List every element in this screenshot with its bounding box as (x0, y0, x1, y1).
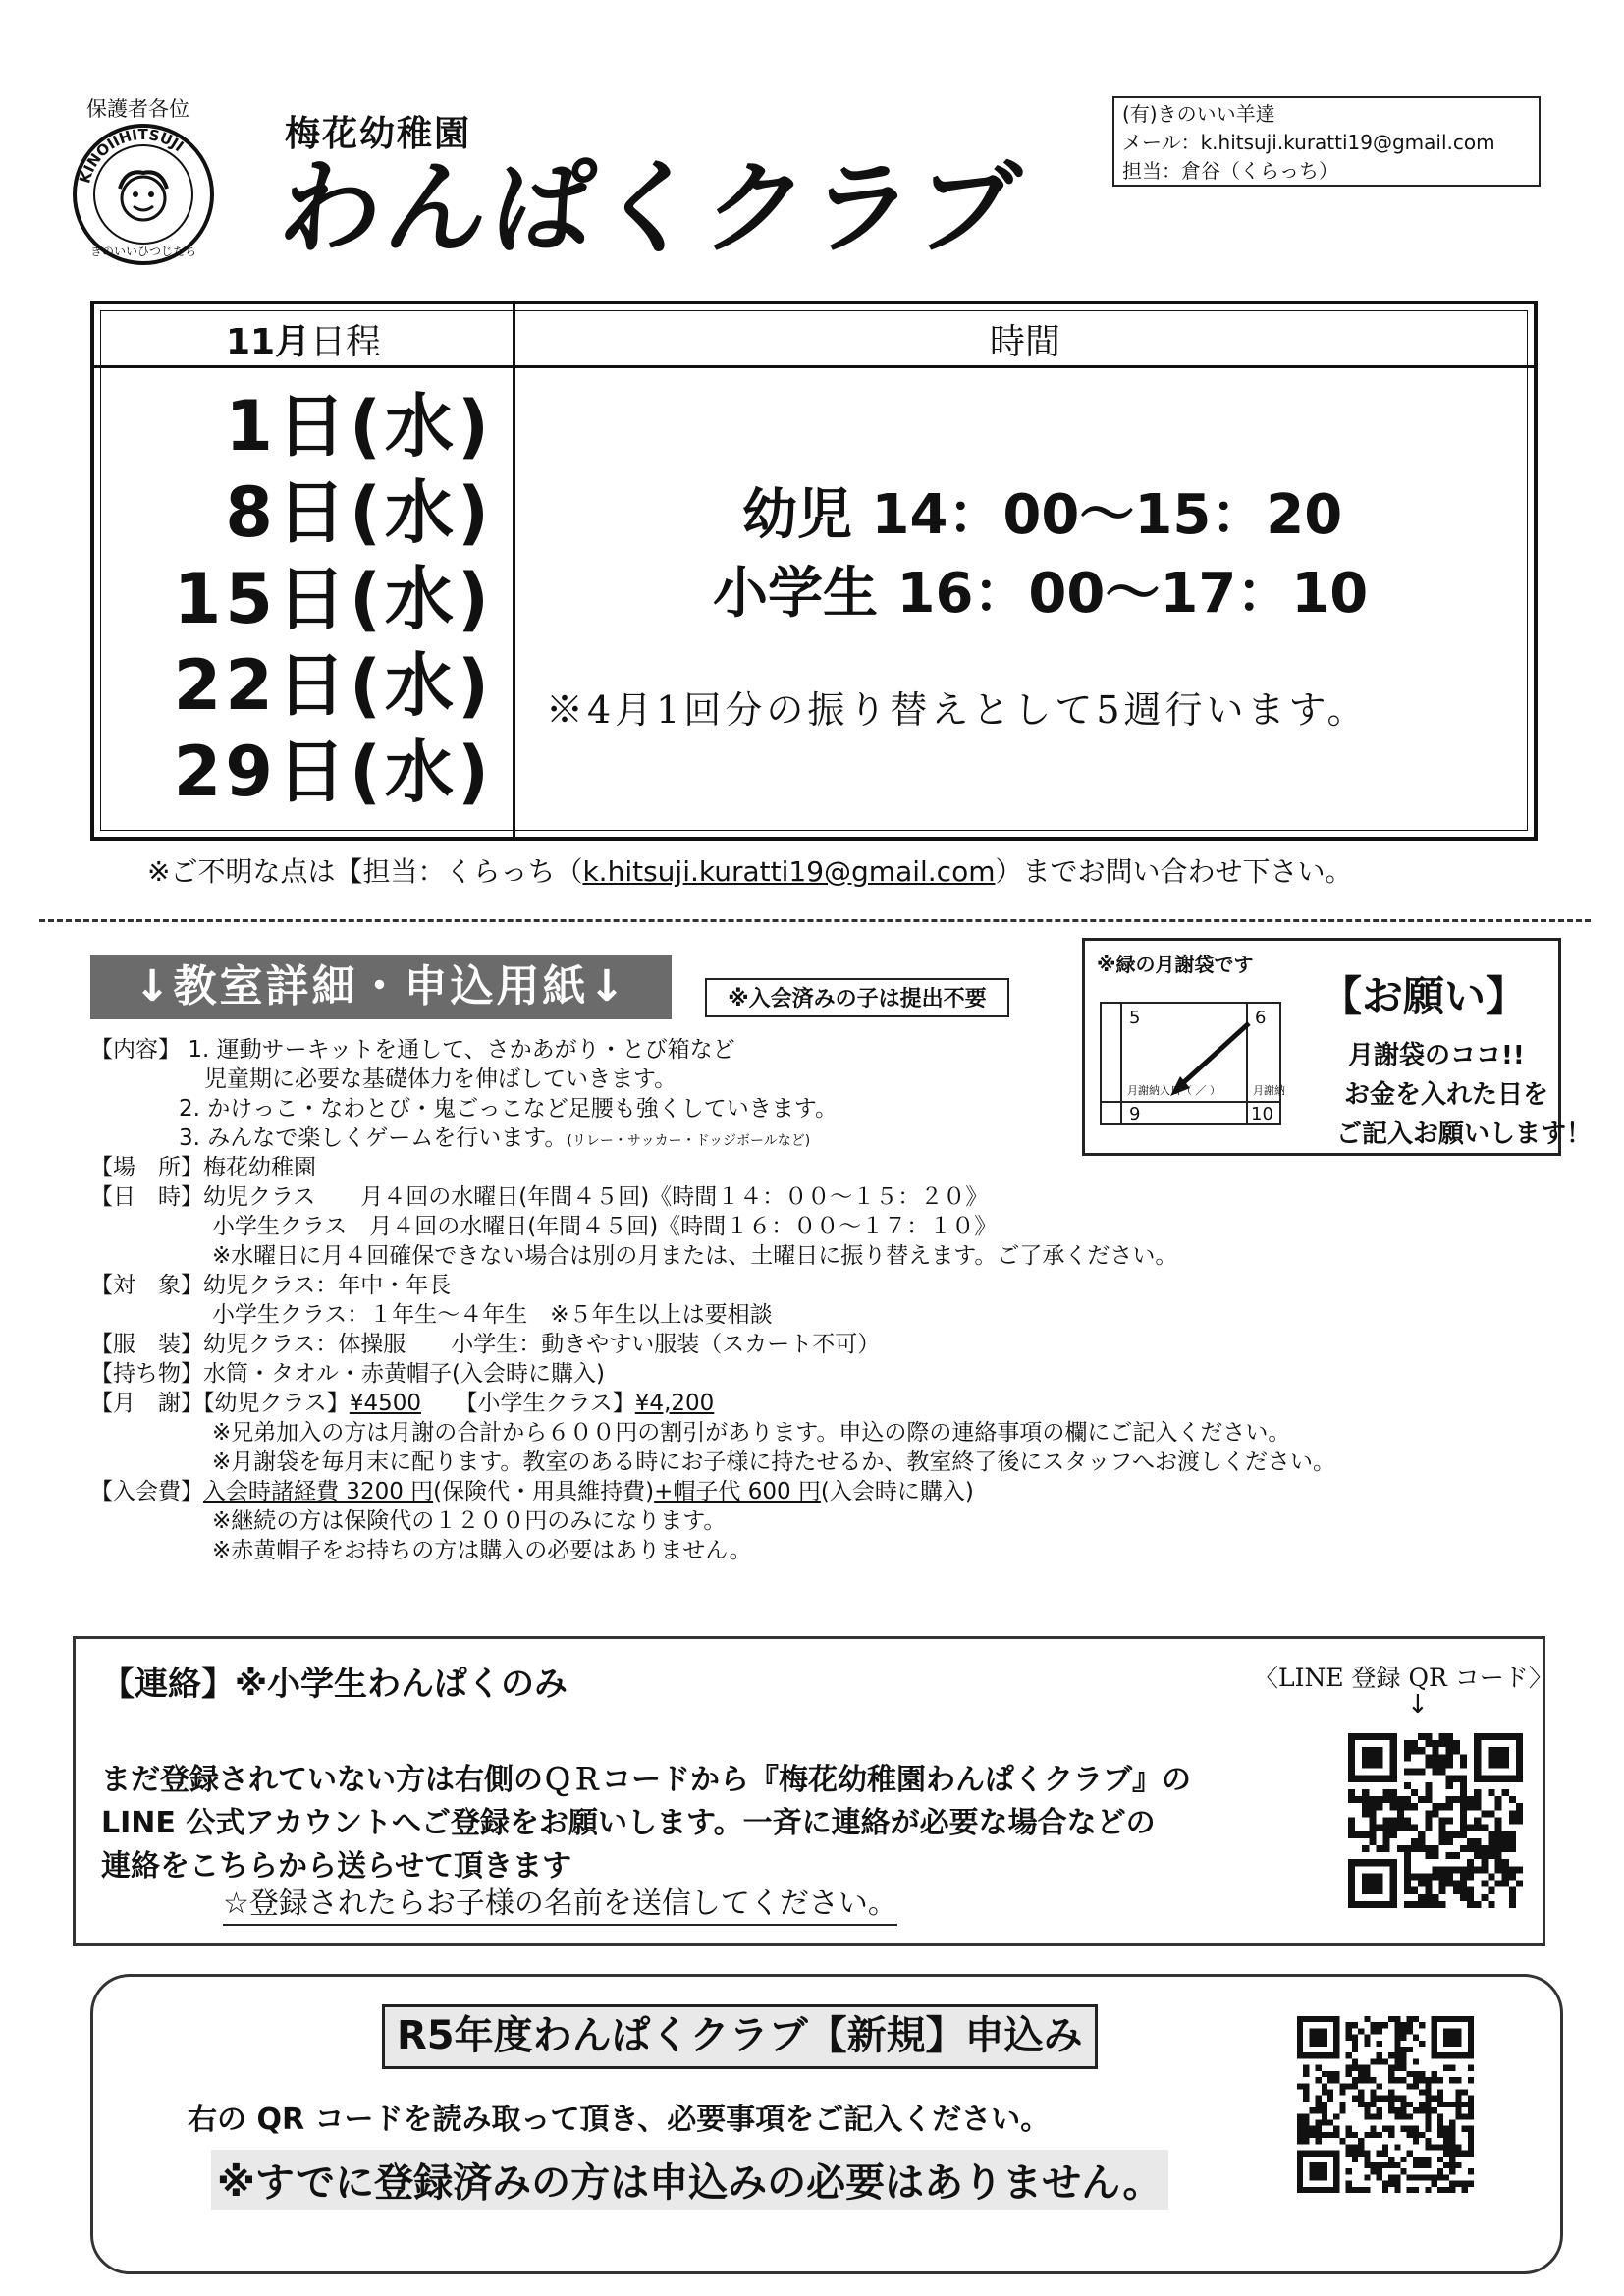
school-name: 梅花幼稚園 (285, 114, 472, 154)
header-month: 11月 (225, 322, 311, 362)
fee-bag-illustration (1100, 1002, 1285, 1125)
bag-date-label: 月謝納入日（ ／ ） (1127, 1084, 1220, 1097)
bag-line: 月謝袋のココ!! (1348, 1041, 1525, 1070)
schedule-date: 1日(水) (225, 386, 493, 466)
contact-person: 担当：倉谷（くらっち） (1122, 159, 1338, 183)
registration-qr-code-icon[interactable] (1297, 2016, 1474, 2193)
registration-title: R5年度わんぱくクラブ【新規】申込み (382, 2004, 1098, 2069)
fee-bag-box (1082, 938, 1593, 1156)
contact-org: (有)きのいい羊達 (1122, 102, 1275, 126)
svg-text:きのいいひつじたち: きのいいひつじたち (89, 245, 197, 258)
detail-row: 小学生クラス：１年生〜４年生 ※５年生以上は要相談 (212, 1302, 773, 1328)
header-date-label: 日程 (310, 322, 382, 362)
entry-fee-row (90, 1477, 974, 1506)
time-elementary: 小学生 16：00〜17：10 (713, 562, 1369, 626)
registration-box (90, 1974, 1563, 2274)
line-title: 【連絡】※小学生わんぱくのみ (101, 1665, 568, 1704)
hat-note: (入会時に購入) (820, 1479, 974, 1504)
detail-text: 1. 運動サーキットを通して、さかあがり・とび箱など (188, 1037, 735, 1063)
games-note: (リレー・サッカー・ドッジボールなど) (567, 1133, 811, 1149)
detail-row (90, 1153, 316, 1182)
bag-num: 5 (1129, 1008, 1141, 1028)
bag-line: お金を入れた日を (1344, 1080, 1549, 1110)
registration-note: ※すでに登録済みの方は申込みの必要はありません。 (211, 2150, 1168, 2210)
entry-fee-note: (保険代・用具維持費) (433, 1479, 655, 1504)
schedule-note: ※4月1回分の振り替えとして5週行います。 (546, 688, 1369, 732)
fee-infant-label: 【幼児クラス】 (203, 1391, 350, 1416)
detail-row (90, 1359, 605, 1389)
detail-row (90, 1035, 735, 1065)
inquiry-suffix: ）までお問い合わせ下さい。 (995, 855, 1353, 888)
line-text: LINE 公式アカウントへご登録をお願いします。一斉に連絡が必要な場合などの (101, 1806, 1156, 1840)
line-text: まだ登録されていない方は右側のＱＲコードから『梅花幼稚園わんぱくクラブ』の (101, 1763, 1191, 1797)
svg-text:KINOIIHITSUJI: KINOIIHITSUJI (76, 125, 188, 186)
detail-text: 幼児クラス 月４回の水曜日(年間４５回)《時間１４：００〜１５：２０》 (203, 1184, 989, 1210)
down-arrow-icon: ↓ (1407, 1690, 1429, 1720)
detail-row (90, 1330, 880, 1359)
detail-row (90, 1182, 988, 1212)
detail-row: 小学生クラス 月４回の水曜日(年間４５回)《時間１６：００〜１７：１０》 (212, 1214, 998, 1239)
detail-label: 【場 所】 (90, 1155, 203, 1180)
header-date-cell (94, 314, 513, 364)
line-qr-code-icon[interactable] (1348, 1733, 1523, 1908)
detail-label: 【日 時】 (90, 1184, 203, 1210)
line-note: ☆登録されたらお子様の名前を送信してください。 (223, 1879, 897, 1926)
detail-row: ※赤黄帽子をお持ちの方は購入の必要はありません。 (212, 1538, 752, 1563)
bag-caption: ※緑の月謝袋です (1097, 953, 1254, 976)
schedule-date: 8日(水) (225, 472, 493, 553)
bag-date-label-cut: 月謝納 (1253, 1084, 1285, 1097)
detail-label: 【服 装】 (90, 1332, 203, 1357)
line-contact-box (73, 1636, 1553, 1946)
bag-num: 9 (1129, 1104, 1141, 1124)
schedule-date: 22日(水) (173, 645, 493, 726)
detail-text: 幼児クラス：年中・年長 (203, 1273, 452, 1298)
logo-seal (71, 122, 216, 267)
schedule-date: 29日(水) (173, 732, 493, 812)
detail-text: 3. みんなで楽しくゲームを行います。 (179, 1125, 568, 1151)
detail-text: 水筒・タオル・赤黄帽子(入会時に購入) (203, 1361, 605, 1387)
addressee: 保護者各位 (86, 97, 189, 121)
inquiry-email[interactable]: k.hitsuji.kuratti19@gmail.com (582, 855, 996, 888)
detail-text: 梅花幼稚園 (203, 1155, 316, 1180)
detail-row: 児童期に必要な基礎体力を伸ばしていきます。 (204, 1066, 677, 1092)
details-banner: ↓教室詳細・申込用紙↓ (90, 955, 672, 1019)
fee-elem-label: 【小学生クラス】 (465, 1391, 635, 1416)
contact-box (1112, 96, 1541, 187)
detail-row: ※月謝袋を毎月末に配ります。教室のある時にお子様に持たせるか、教室終了後にスタッフへお渡しください。 (212, 1449, 1335, 1475)
bag-num: 10 (1251, 1104, 1273, 1124)
detail-row (179, 1123, 810, 1156)
schedule-table (90, 301, 1538, 841)
detail-label: 【内容】 (90, 1037, 181, 1063)
bag-title: 【お願い】 (1321, 972, 1528, 1020)
detail-row: ※水曜日に月４回確保できない場合は別の月または、土曜日に振り替えます。ご了承ください。 (212, 1243, 1178, 1269)
inquiry-line (147, 850, 1353, 890)
fee-elem: ¥4,200 (634, 1391, 715, 1416)
detail-row: 2. かけっこ・なわとび・鬼ごっこなど足腰も強くしていきます。 (179, 1096, 838, 1121)
detail-label: 【持ち物】 (90, 1361, 203, 1387)
cut-line-divider (39, 919, 1591, 922)
hat-fee: +帽子代 600 円 (654, 1479, 821, 1504)
registration-text: 右の QR コードを読み取って頂き、必要事項をご記入ください。 (188, 2103, 1051, 2137)
entry-fee: 入会時諸経費 3200 円 (203, 1479, 434, 1504)
contact-email[interactable]: メール：k.hitsuji.kuratti19@gmail.com (1122, 131, 1495, 154)
bag-line: ご記入お願いします！ (1336, 1120, 1593, 1149)
fee-label: 【月 謝】 (90, 1391, 203, 1416)
exempt-note: ※入会済みの子は提出不要 (705, 978, 1009, 1017)
entry-label: 【入会費】 (90, 1479, 203, 1504)
time-infant: 幼児 14：00〜15：20 (742, 483, 1343, 547)
line-text: 連絡をこちらから送らせて頂きます (101, 1849, 572, 1884)
detail-text: 幼児クラス：体操服 小学生：動きやすい服装（スカート不可） (203, 1332, 881, 1357)
fee-infant: ¥4500 (349, 1391, 421, 1416)
detail-row (90, 1271, 451, 1300)
inquiry-prefix: ※ご不明な点は【担当：くらっち（ (147, 855, 583, 888)
bag-num: 6 (1255, 1008, 1267, 1028)
detail-row: ※継続の方は保険代の１２００円のみになります。 (212, 1508, 727, 1534)
detail-row: ※兄弟加入の方は月謝の合計から６００円の割引があります。申込の際の連絡事項の欄にご記入ください。 (212, 1420, 1291, 1446)
fee-row (90, 1389, 714, 1418)
schedule-date: 15日(水) (173, 559, 493, 639)
detail-label: 【対 象】 (90, 1273, 203, 1298)
line-qr-caption: 〈LINE 登録 QR コード〉 (1254, 1664, 1553, 1692)
club-title: わんぱくクラブ (273, 148, 1029, 268)
header-time-cell: 時間 (989, 322, 1060, 362)
